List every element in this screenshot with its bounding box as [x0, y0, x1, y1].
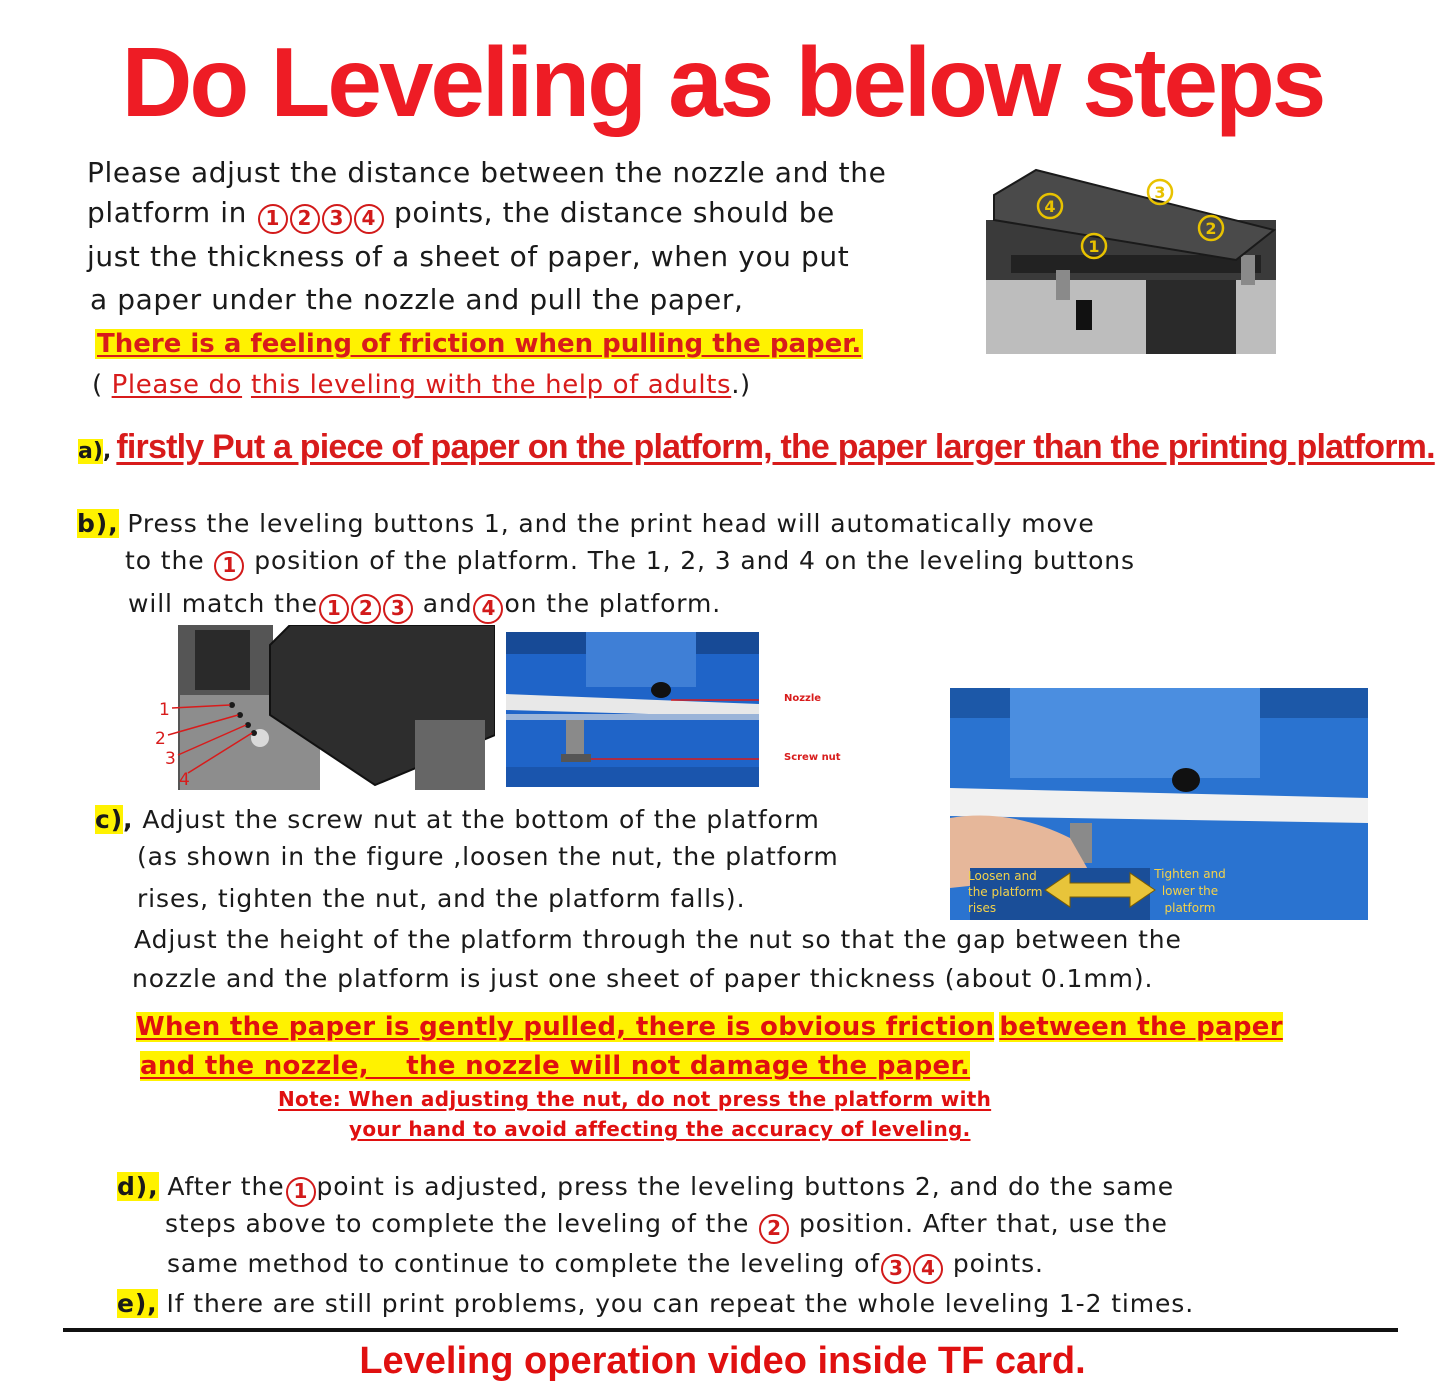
button-label-2: 2 [155, 729, 166, 749]
step-d-line-1-post: point is adjusted, press the leveling buttons 2, and do the same [316, 1172, 1175, 1201]
circled-number: 3 [383, 594, 413, 624]
friction-warning-2: and the nozzle, the nozzle will not damage the paper. [140, 1051, 971, 1081]
intro-line-2-post: points, the distance should be [394, 196, 835, 229]
step-c-line-4: Adjust the height of the platform through the nut so that the gap between the [134, 925, 1182, 954]
circled-number: 2 [759, 1214, 789, 1244]
circled-number: 2 [290, 204, 320, 234]
adult-note-a: Please do [111, 370, 243, 400]
platform-point-2: 2 [1205, 219, 1217, 238]
step-d-line-2 [165, 1208, 1168, 1244]
step-c-line-3: rises, tighten the nut, and the platform falls). [137, 884, 746, 913]
circled-number: 4 [913, 1254, 943, 1284]
platform-points-image [986, 160, 1276, 354]
circled-number: 1 [319, 594, 349, 624]
step-c-line-1 [95, 804, 820, 836]
circled-number: 4 [354, 204, 384, 234]
nozzle-screw-photo [506, 632, 759, 787]
step-a [78, 428, 1435, 467]
step-d-line-2-pre: steps above to complete the leveling of the [165, 1209, 750, 1238]
step-b-line-1-text: Press the leveling buttons 1, and the print head will automatically move [127, 509, 1095, 538]
step-d-line-3 [167, 1248, 1044, 1284]
platform-point-4: 4 [1044, 197, 1056, 216]
step-b-line-3-post: on the platform. [504, 589, 722, 618]
screw-nut-label: Screw nut [784, 752, 841, 763]
platform-point-3: 3 [1154, 183, 1166, 202]
footer-text: Leveling operation video inside TF card. [359, 1340, 1086, 1382]
circled-number: 3 [322, 204, 352, 234]
loosen-label: Loosen and the platform rises [968, 869, 1043, 915]
step-d-line-1 [117, 1171, 1174, 1207]
circled-number: 1 [258, 204, 288, 234]
step-d-line-3-post: points. [952, 1249, 1044, 1278]
step-a-comma: , [102, 439, 112, 464]
step-b-line-2-pre: to the [125, 546, 205, 575]
step-b-line-3-pre: will match the [128, 589, 318, 618]
note-line-1: Note: When adjusting the nut, do not press the platform with [278, 1087, 992, 1111]
page-title: Do Leveling as below steps [121, 27, 1324, 137]
circled-number: 1 [286, 1177, 316, 1207]
step-b-line-2-post: position of the platform. The 1, 2, 3 and 4 on the leveling buttons [254, 546, 1135, 575]
friction-highlight-text: There is a feeling of friction when pulling the paper. [97, 329, 862, 359]
step-d-line-2-post: position. After that, use the [798, 1209, 1168, 1238]
adult-note [92, 368, 751, 402]
note-line-2: your hand to avoid affecting the accuracy of leveling. [349, 1117, 971, 1141]
step-e-text: If there are still print problems, you can repeat the whole leveling 1-2 times. [166, 1289, 1195, 1318]
step-c-line-5: nozzle and the platform is just one sheet of paper thickness (about 0.1mm). [132, 964, 1154, 993]
step-b-line-3-and: and [422, 589, 473, 618]
button-label-3: 3 [165, 749, 176, 769]
friction-warning-1b: between the paper [999, 1012, 1283, 1042]
intro-line-2 [87, 196, 835, 234]
adult-note-b: this leveling with the help of adults [250, 370, 732, 400]
intro-line-1: Please adjust the distance between the nozzle and the [87, 156, 887, 189]
friction-warning-line-2 [140, 1051, 970, 1081]
step-e [117, 1288, 1194, 1320]
step-b-line-2 [125, 545, 1135, 581]
printer-buttons-image [150, 625, 495, 790]
adult-open: ( [92, 370, 103, 400]
step-d-line-3-pre: same method to continue to complete the leveling of [167, 1249, 881, 1278]
button-label-4: 4 [179, 770, 190, 790]
circled-number: 2 [351, 594, 381, 624]
button-label-1: 1 [159, 700, 170, 720]
circled-number: 4 [473, 594, 503, 624]
step-c-comma: , [123, 805, 134, 834]
circled-number: 1 [214, 551, 244, 581]
step-c-line-2: (as shown in the figure ,loosen the nut, the platform [137, 842, 839, 871]
intro-line-4: a paper under the nozzle and pull the paper, [90, 283, 744, 316]
step-c-line-1-text: Adjust the screw nut at the bottom of the platform [142, 805, 820, 834]
friction-highlight [95, 329, 863, 359]
step-a-label: a) [78, 439, 103, 464]
friction-warning-1a: When the paper is gently pulled, there is obvious friction [136, 1012, 995, 1042]
platform-point-1: 1 [1088, 237, 1100, 256]
nozzle-label: Nozzle [784, 693, 822, 704]
step-d-label: d), [117, 1172, 159, 1201]
tighten-label: Tighten and lower the platform [1154, 867, 1226, 915]
step-c-label: c) [95, 805, 124, 834]
circled-number: 3 [881, 1254, 911, 1284]
footer-divider [63, 1328, 1398, 1332]
step-e-label: e), [117, 1289, 158, 1318]
step-d-line-1-pre: After the [167, 1172, 285, 1201]
step-b-line-1 [77, 508, 1095, 540]
step-b-line-3 [128, 588, 721, 624]
friction-warning-line-1 [136, 1012, 1283, 1042]
step-a-text: firstly Put a piece of paper on the platform, the paper larger than the printing platform. [116, 428, 1435, 466]
adult-close: .) [731, 370, 751, 400]
intro-line-3: just the thickness of a sheet of paper, when you put [87, 240, 850, 273]
step-b-label: b), [77, 509, 119, 538]
intro-line-2-pre: platform in [87, 196, 247, 229]
